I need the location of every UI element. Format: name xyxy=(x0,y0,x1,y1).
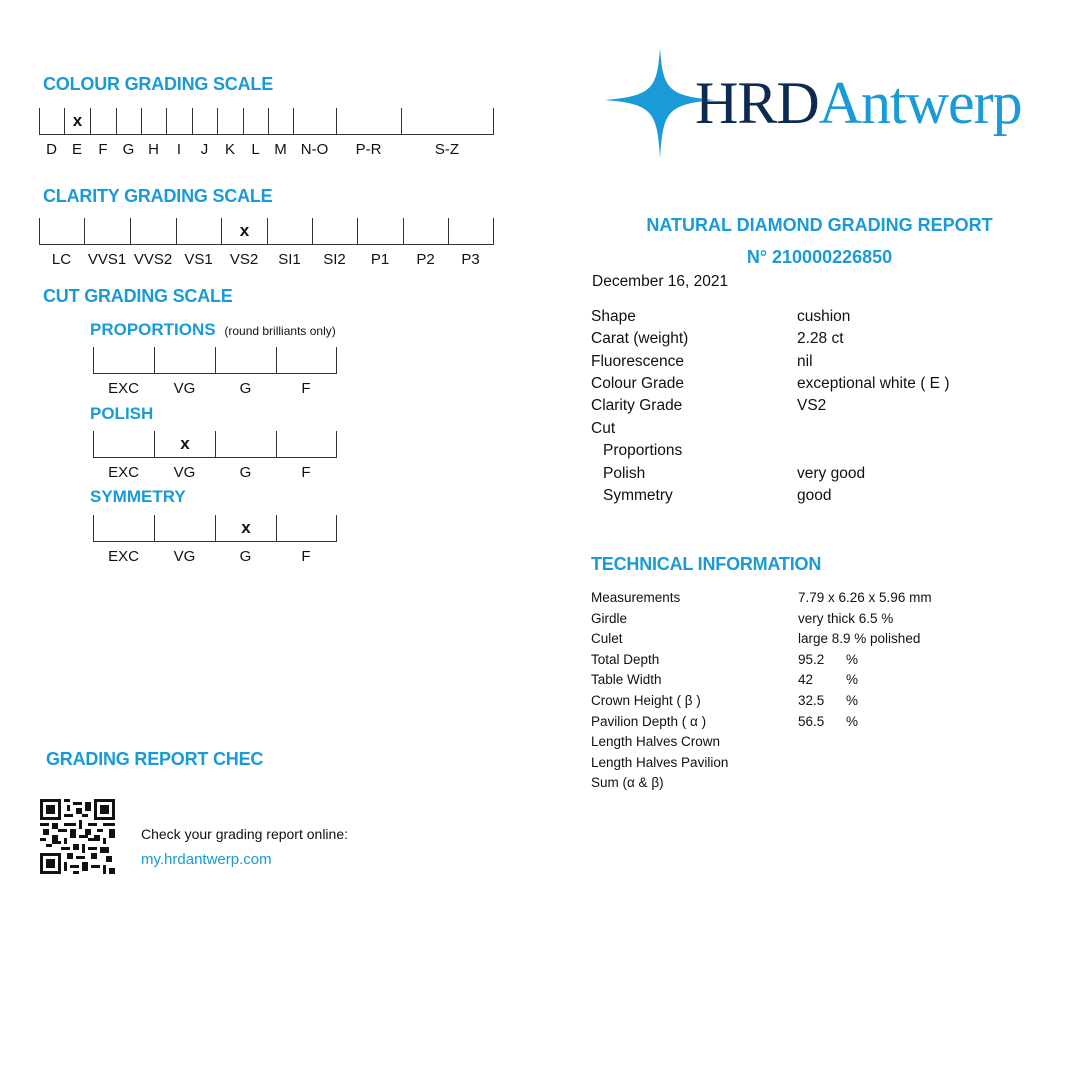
grade-label-vs1: VS1 xyxy=(184,251,213,268)
scale-cell-g xyxy=(215,431,276,457)
cut-scale-title: CUT GRADING SCALE xyxy=(43,286,233,306)
scale-cell-si2 xyxy=(312,218,357,244)
grade-label-vg: VG xyxy=(173,464,196,481)
scale-boxes xyxy=(93,431,337,458)
detail-label: Shape xyxy=(591,308,636,325)
scale-cell-vs2 xyxy=(221,218,267,244)
grade-label-l: L xyxy=(251,141,260,158)
colour-grading-scale xyxy=(39,108,494,158)
scale-cell-vvs1 xyxy=(84,218,130,244)
scale-cell-p3 xyxy=(448,218,494,244)
grade-label-p2: P2 xyxy=(416,251,435,268)
grade-label-e: E xyxy=(71,141,82,158)
grade-label-vvs2: VVS2 xyxy=(133,251,173,268)
scale-cell-g xyxy=(215,347,276,373)
detail-label: Fluorescence xyxy=(591,353,685,370)
grade-label-p-r: P-R xyxy=(355,141,382,158)
scale-cell-i xyxy=(166,108,192,134)
tech-label: Sum (α & β) xyxy=(591,775,664,791)
detail-value: cushion xyxy=(797,308,851,325)
report-date: December 16, 2021 xyxy=(592,273,729,290)
scale-cell-d xyxy=(39,108,64,134)
detail-label: Colour Grade xyxy=(591,375,685,392)
tech-value: 95.2 xyxy=(798,651,825,667)
scale-cell-exc xyxy=(93,515,154,541)
symmetry-scale xyxy=(93,515,337,565)
tech-unit: % xyxy=(846,672,859,688)
symmetry-title: SYMMETRY xyxy=(90,487,186,506)
grade-label-f: F xyxy=(301,380,311,397)
tech-label: Total Depth xyxy=(591,651,660,667)
tech-label: Length Halves Crown xyxy=(591,734,721,750)
detail-label: Cut xyxy=(591,420,616,437)
scale-cell-f xyxy=(276,347,337,373)
qr-code-image xyxy=(40,799,115,874)
grade-label-i: I xyxy=(176,141,182,158)
detail-value: VS2 xyxy=(797,397,827,414)
scale-labels xyxy=(39,135,494,158)
scale-labels xyxy=(39,245,494,268)
grade-label-h: H xyxy=(148,141,159,158)
grade-label-k: K xyxy=(224,141,235,158)
tech-value: large 8.9 % polished xyxy=(798,631,921,647)
clarity-scale-title: CLARITY GRADING SCALE xyxy=(43,186,273,206)
logo-hrd: HRD xyxy=(695,70,819,136)
tech-label: Table Width xyxy=(591,672,662,688)
scale-cell-p1 xyxy=(357,218,403,244)
scale-cell-vg xyxy=(154,515,215,541)
report-title: NATURAL DIAMOND GRADING REPORT xyxy=(646,215,993,235)
detail-value: very good xyxy=(797,465,866,482)
scale-cell-g xyxy=(116,108,141,134)
detail-label: Carat (weight) xyxy=(591,330,689,347)
scale-cell-vvs2 xyxy=(130,218,176,244)
scale-cell-h xyxy=(141,108,166,134)
tech-value: very thick 6.5 % xyxy=(798,610,894,626)
scale-cell-e xyxy=(64,108,90,134)
detail-value: good xyxy=(797,487,832,504)
check-title: GRADING REPORT CHEC xyxy=(46,749,264,769)
scale-cell-vg xyxy=(154,431,215,457)
polish-title: POLISH xyxy=(90,404,154,423)
grade-mark: x xyxy=(180,434,190,453)
grade-label-lc: LC xyxy=(51,251,72,268)
grade-label-exc: EXC xyxy=(108,380,139,397)
check-text: Check your grading report online: xyxy=(141,826,349,842)
polish-scale xyxy=(93,431,337,481)
scale-cell-k xyxy=(217,108,243,134)
tech-label: Crown Height ( β ) xyxy=(591,693,701,708)
grade-label-vg: VG xyxy=(173,548,196,565)
grade-label-vs2: VS2 xyxy=(229,251,259,268)
technical-title: TECHNICAL INFORMATION xyxy=(591,554,822,574)
grade-label-f: F xyxy=(301,548,311,565)
scale-cell-exc xyxy=(93,347,154,373)
scale-cell-l xyxy=(243,108,268,134)
hrd-antwerp-logo xyxy=(605,48,1035,158)
qr-code[interactable] xyxy=(40,799,115,874)
grade-label-g: G xyxy=(239,464,252,481)
scale-cell-s-z xyxy=(401,108,494,134)
tech-unit: % xyxy=(846,693,859,708)
scale-cell-exc xyxy=(93,431,154,457)
tech-unit: % xyxy=(846,651,859,667)
scale-labels xyxy=(93,542,337,565)
scale-boxes xyxy=(39,108,494,135)
tech-label: Girdle xyxy=(591,610,628,626)
scale-cell-f xyxy=(276,515,337,541)
scale-cell-vg xyxy=(154,347,215,373)
tech-unit: % xyxy=(846,713,859,729)
logo-text xyxy=(695,70,1022,136)
check-link[interactable]: my.hrdantwerp.com xyxy=(141,851,272,868)
tech-label: Culet xyxy=(591,631,623,647)
clarity-grading-scale xyxy=(39,218,494,268)
scale-cell-n-o xyxy=(293,108,336,134)
detail-value: exceptional white ( E ) xyxy=(797,375,950,392)
grade-label-f: F xyxy=(98,141,108,158)
tech-label: Measurements xyxy=(591,590,681,605)
grade-label-g: G xyxy=(122,141,135,158)
scale-boxes xyxy=(93,515,337,542)
detail-value: 2.28 ct xyxy=(797,330,844,347)
grade-label-si1: SI1 xyxy=(278,251,301,268)
tech-value: 32.5 xyxy=(798,693,825,708)
scale-cell-g xyxy=(215,515,276,541)
colour-scale-title: COLOUR GRADING SCALE xyxy=(43,74,274,94)
scale-cell-f xyxy=(276,431,337,457)
scale-labels xyxy=(93,458,337,481)
detail-label: Proportions xyxy=(603,442,683,459)
grade-label-p1: P1 xyxy=(370,251,390,268)
proportions-note: (round brilliants only) xyxy=(224,324,336,338)
scale-cell-f xyxy=(90,108,116,134)
scale-cell-m xyxy=(268,108,293,134)
proportions-title: PROPORTIONS (round brilliants only) xyxy=(90,320,336,339)
grade-label-exc: EXC xyxy=(108,464,139,481)
grade-label-m: M xyxy=(274,141,287,158)
detail-value: nil xyxy=(797,353,813,370)
scale-labels xyxy=(93,374,337,397)
scale-boxes xyxy=(39,218,494,245)
tech-value: 7.79 x 6.26 x 5.96 mm xyxy=(798,590,932,605)
grade-label-f: F xyxy=(301,464,311,481)
grade-label-exc: EXC xyxy=(108,548,139,565)
grade-label-n-o: N-O xyxy=(300,141,329,158)
grade-label-g: G xyxy=(239,380,252,397)
tech-label: Length Halves Pavilion xyxy=(591,754,729,770)
scale-cell-si1 xyxy=(267,218,312,244)
tech-value: 42 xyxy=(798,672,814,688)
scale-cell-j xyxy=(192,108,217,134)
grade-label-d: D xyxy=(46,141,57,158)
scale-cell-p-r xyxy=(336,108,401,134)
grade-label-vvs1: VVS1 xyxy=(87,251,127,268)
scale-cell-p2 xyxy=(403,218,448,244)
report-number: N° 210000226850 xyxy=(746,247,893,267)
tech-label: Pavilion Depth ( α ) xyxy=(591,713,707,729)
grade-label-j: J xyxy=(200,141,209,158)
logo-antwerp: Antwerp xyxy=(818,70,1022,136)
grade-label-p3: P3 xyxy=(461,251,480,268)
tech-value: 56.5 xyxy=(798,713,825,729)
grade-label-s-z: S-Z xyxy=(434,141,460,158)
grade-label-si2: SI2 xyxy=(323,251,346,268)
grade-mark: x xyxy=(72,111,83,130)
detail-label: Clarity Grade xyxy=(591,397,683,414)
grade-mark: x xyxy=(239,221,250,240)
detail-label: Polish xyxy=(603,465,646,482)
scale-boxes xyxy=(93,347,337,374)
scale-cell-lc xyxy=(39,218,84,244)
scale-cell-vs1 xyxy=(176,218,221,244)
grade-label-vg: VG xyxy=(173,380,196,397)
grade-mark: x xyxy=(241,518,251,537)
grade-label-g: G xyxy=(239,548,252,565)
detail-label: Symmetry xyxy=(603,487,673,504)
proportions-scale xyxy=(93,347,337,397)
